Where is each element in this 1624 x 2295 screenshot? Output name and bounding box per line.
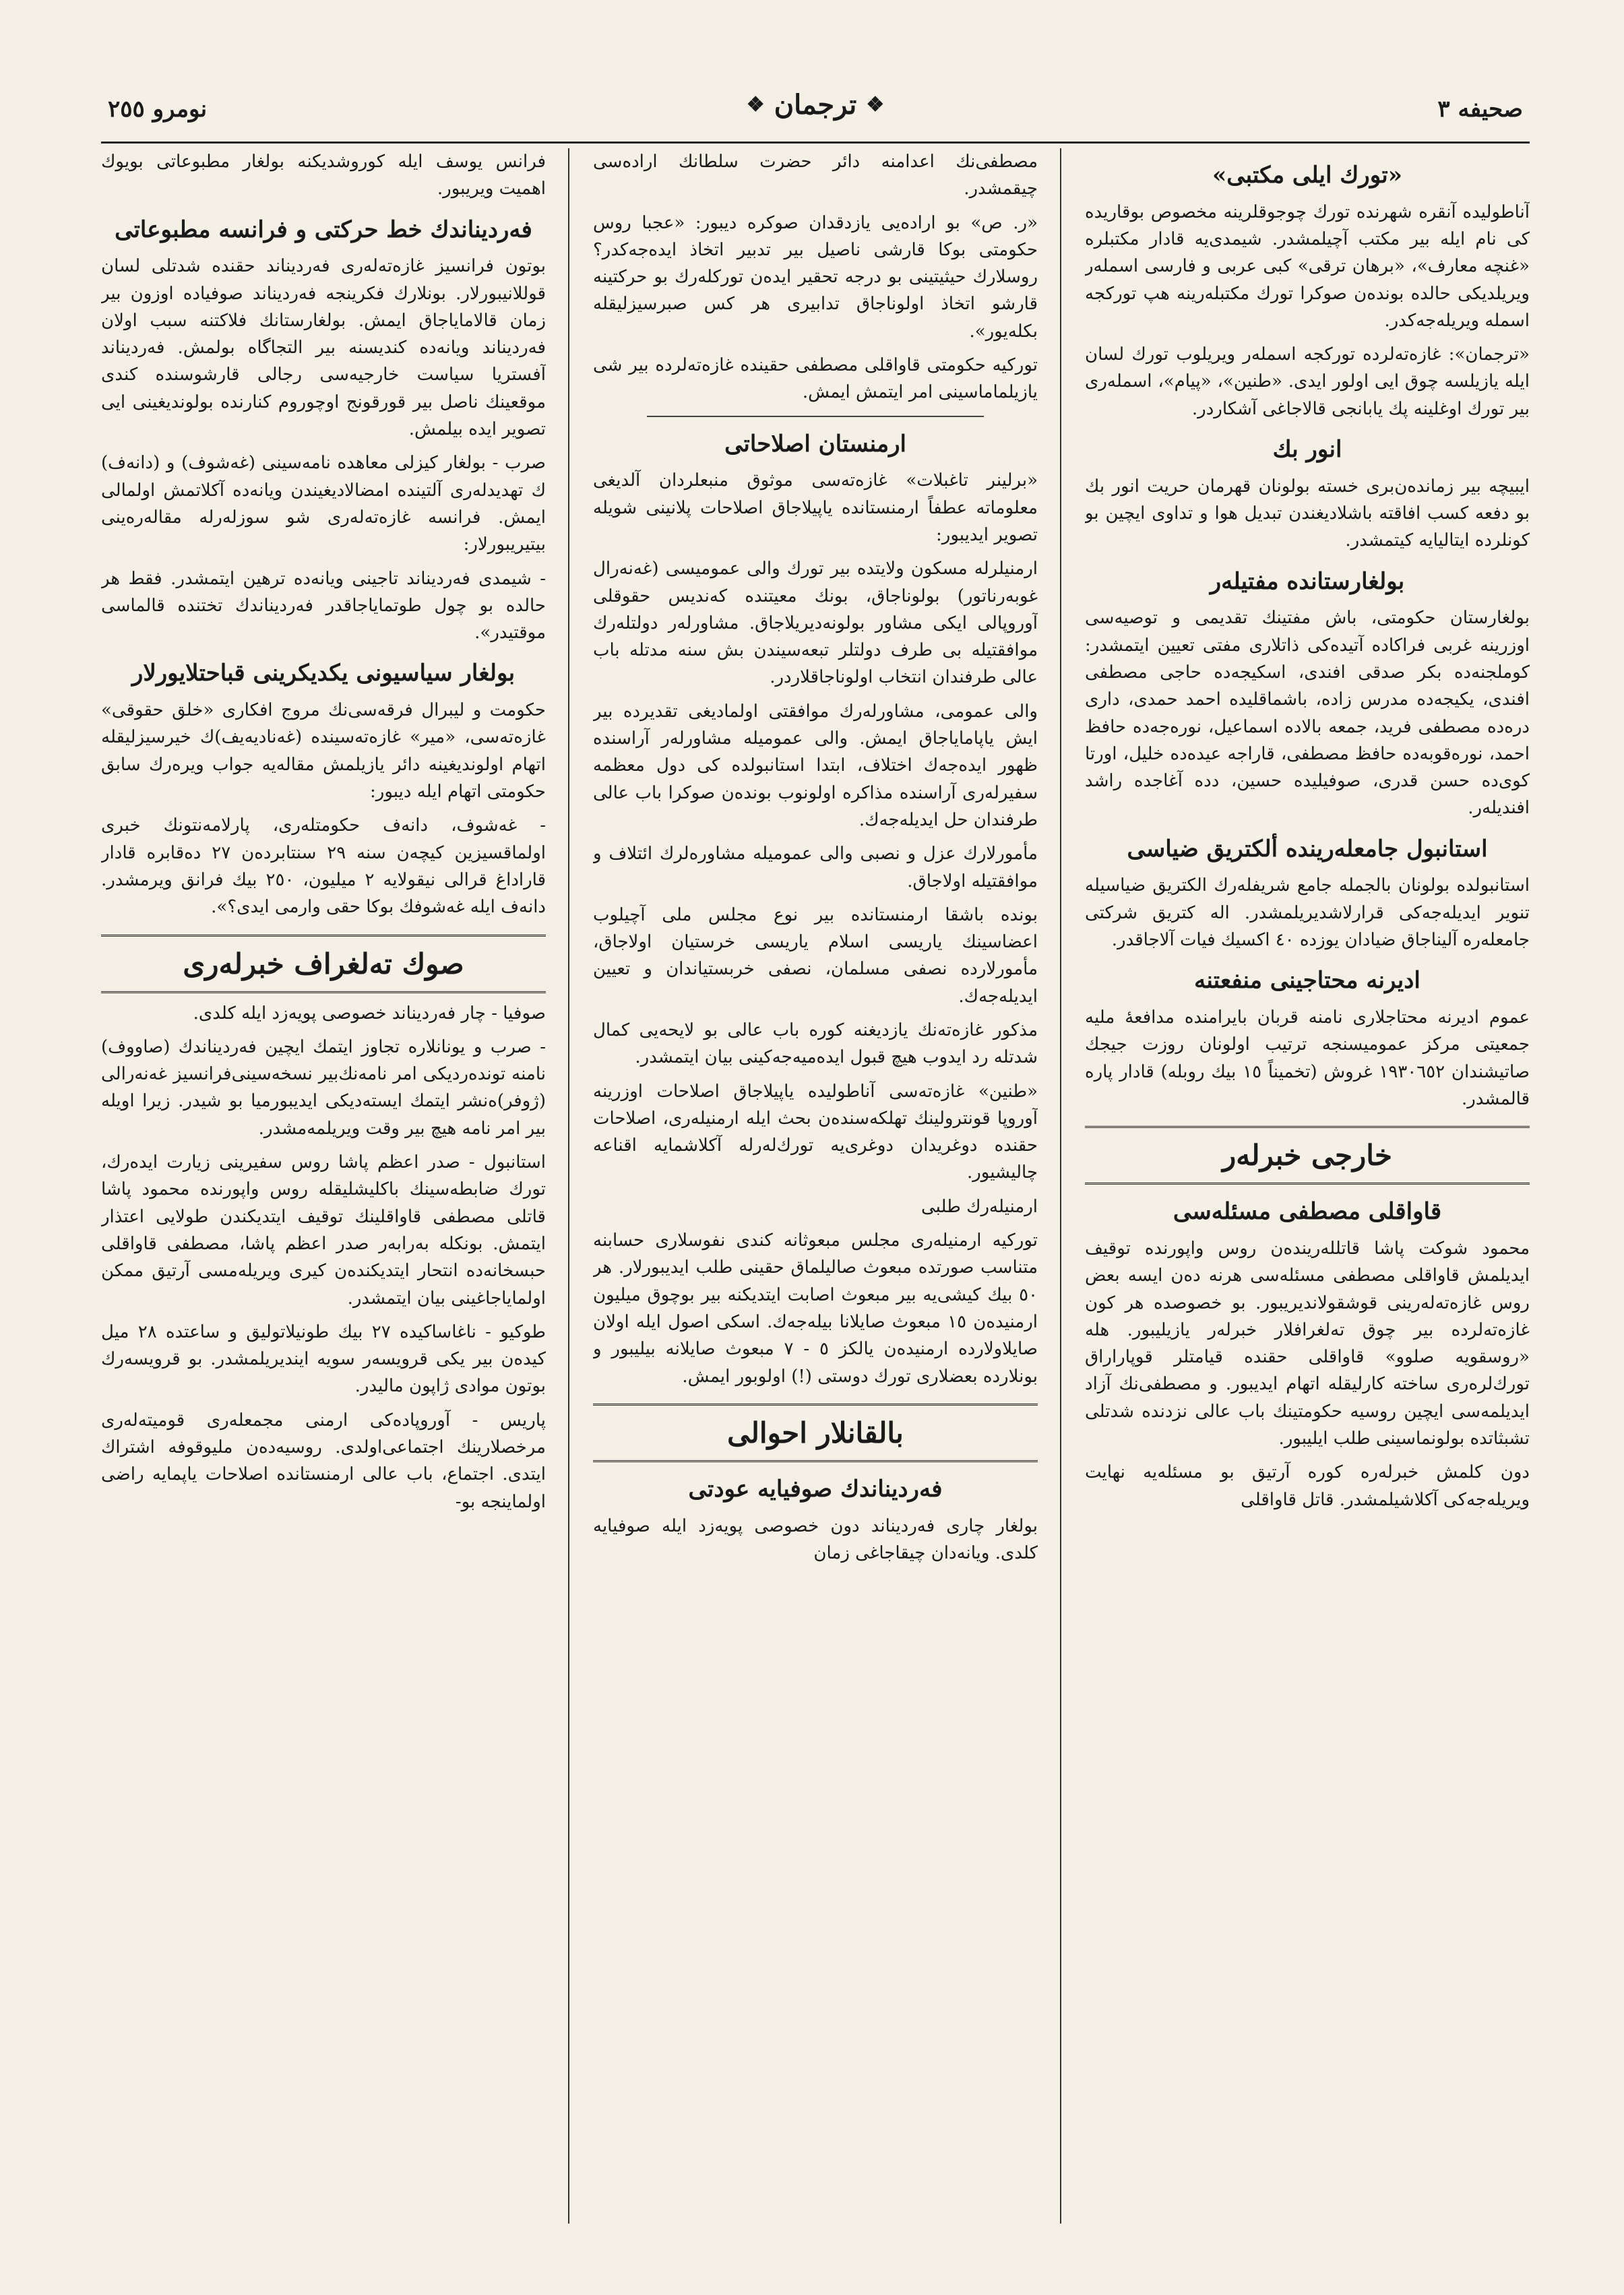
article-heading: بولغارستانده مفتیله‌ر — [1210, 567, 1405, 595]
article-heading: «تورك ایلی مكتبی» — [1212, 162, 1402, 189]
article-paragraph: - غه‌شوف، دانه‌ف حكومتله‌ری، پارلامه‌نتونك خبری اولماقسیزین كیچه‌ن سنه ٢٩ سنتابرده‌ن ٢٧ ده‌قابره قادار قاراداغ قرالی نیقولایه ٢ میلیون، ٢٥٠ بیك فرانق ویرمشدر. دانه‌ف ایله غه‌شوفك بوكا حقی وارمی ایدی؟». — [101, 815, 546, 918]
ornament-right-icon: ❖ — [866, 93, 885, 117]
article-paragraph: بولغارستان حكومتی، باش مفتینك تقدیمی و توصیه‌سی اوزرینه غربی فراكاده آتیده‌كی ذاتلاری مفتی تعیین ایتمشدر: كوملجنه‌ده بكر صدقی افندی، اسكیجه‌ده حاجی مصطفی افندی، یكیجه‌ده مدرس زاده، باشماقلیده احمد حمدی، داری دره‌ده مصطفی فرید، جمعه بالاده اسماعیل، نوره‌جه‌ده حافظ احمد، نوره‌قوبه‌ده حافظ مصطفی، قاراجه عیده‌ده خلیل، اورتا كوی‌ده حسن قدری، صوفیلیده حسین، دده آغاجده راشد افندیله‌ر. — [1085, 608, 1530, 819]
column-divider — [568, 148, 569, 2224]
article-heading: فه‌ردیناندك صوفیایه عودتی — [688, 1475, 943, 1503]
article-heading: فه‌ردیناندك خط حركتی و فرانسه مطبوعاتی — [115, 216, 532, 243]
section-heading: بالقانلار احوالی — [593, 1404, 1038, 1462]
issue-number: نومرو ٢٥٥ — [108, 96, 208, 123]
article-paragraph: مصطفی‌نك اعدامنه دائر حضرت سلطانك اراده‌سی چیقمشدر. — [593, 152, 1038, 199]
article-paragraph: پاریس - آوروپاده‌كی ارمنی مجمعله‌ری قومیته‌له‌ری مرخصلارینك اجتماعی‌اولدی. روسیه‌ده‌ن ملیوقوفه اشتراك ایتدی. اجتماع، باب عالی ارمنستانده اصلاحات یاپمایه راضی اولماینجه بو- — [101, 1410, 546, 1512]
section-heading: خارجی خبرله‌ر — [1085, 1126, 1530, 1185]
column-left — [101, 148, 546, 2224]
article-paragraph: عموم ادیرنه محتاجلاری نامنه قربان بایرامنده مدافعهٔ ملیه جمعیتی مركز عمومیسنجه ترتیب اولونان روزت جیجك صاتیشندان ١٩٣٠٦٥٢ غروش (تخمیناً ١٥ بیك روبله) قادار پاره قالمشدر. — [1085, 1007, 1530, 1109]
column-right — [1085, 148, 1530, 2224]
article-paragraph: بونده باشقا ارمنستانده بیر نوع مجلس ملی آچیلوب اعضاسینك یاریسی اسلام یاریسی خرستیان اولاجاق، مأمورلارده نصفی مسلمان، نصفی خربستیاندان و تعیین ایدیله‌جه‌ك. — [593, 904, 1038, 1007]
separator — [647, 416, 984, 417]
column-middle — [593, 148, 1038, 2224]
article-paragraph: صرب - بولغار كیزلی معاهده نامه‌سینی (غه‌شوف) و (دانه‌ف) ك تهدیدله‌ری آلتینده امضالادیغیندن ویانه‌ده آكلاتمش اولمالی ایمش. فرانسه غازه‌ته‌له‌ری شو سوزله‌رله مقاله‌ره‌ینی بیتیریبورلار: — [101, 453, 546, 555]
article-paragraph: مأمورلارك عزل و نصبی والی عمومیله مشاوره‌لرك ائتلاف و موافقتیله اولاجاق. — [593, 844, 1038, 891]
article-paragraph: مذكور غازه‌ته‌نك یازدیغنه كوره باب عالی بو لایحه‌یی كمال شدتله رد ایدوب هیچ قبول ایده‌میه‌جه‌كینی بیان ایتمشدر. — [593, 1020, 1038, 1068]
article-paragraph: حكومت و لیبرال فرقه‌سی‌نك مروج افكاری «خلق حقوقی» غازه‌ته‌سی، «میر» غازه‌ته‌سینده (غه‌نادیه‌یف)ك خیرسیزلیقله اتهام اولوندیغینه دائر یازیلمش مقاله‌یه جواب ویره‌رك سابق حكومتی اتهام ایله دیبور: — [101, 700, 546, 803]
article-paragraph: «طنین» غازه‌ته‌سی آناطولیده یاپیلاجاق اصلاحات اوزرینه آوروپا قونترولینك تهلكه‌سنده‌ن بحث ایله ارمنیله‌ری، اصلاحات حقنده دوغریدان دوغری‌یه تورك‌له‌رله آكلاشمایه اقناعه چالیشیور. — [593, 1081, 1038, 1183]
page-number: صحیفه ٣ — [1437, 96, 1523, 123]
article-paragraph: - صرب و یونانلاره تجاوز ایتمك ایچین فه‌ردیناندك (صاووف) نامنه تونده‌ردیكی امر نامه‌نك‌بیر نسخه‌سینی‌فرانسیز غه‌نه‌رالی (ژوفر)ه‌نشر ایتمك ایسته‌دیكی ایدیبورمیا بو شیدر. زیرا اویله بیر امر نامه هیچ بیر وقت ویریلمه‌مشدر. — [101, 1036, 546, 1139]
article-heading: بولغار سیاسیونی یكدیكرینی قباحتلایورلار — [131, 660, 516, 687]
article-heading: انور بك — [1272, 436, 1342, 464]
article-heading: ادیرنه محتاجینی منفعتنه — [1194, 967, 1420, 995]
article-paragraph: توركیه حكومتی قاواقلی مصطفی حقینده غازه‌ته‌لرده بیر شی یازیلماماسینی امر ایتمش ایمش. — [593, 355, 1038, 403]
article-paragraph: استانبول - صدر اعظم پاشا روس سفیرینی زیارت ایده‌رك، تورك ضابطه‌سینك باكلیشلیقله روس واپورنده محمود پاشا قاتلی مصطفی قاواقلینك توقیف ایتدیكندن طولایی اعتذار ایتمش. بونكله به‌رابه‌ر صدر اعظم پاشا، مصطفی قاواقلی حبسخانه‌ده انتحار ایتدیكنده‌ن كیری ویریله‌مسی آرتیق ممكن اولمایاجاغینی بیان ایتمشدر. — [101, 1152, 546, 1309]
article-paragraph: طوكیو - ناغاساكیده ٢٧ بیك طونیلاتولیق و ساعتده ٢٨ میل كیده‌ن بیر یكی قرویسه‌ر سویه ایندیریلمشدر. بو قرویسه‌رك بوتون موادی ژاپون مالیدر. — [101, 1321, 546, 1397]
masthead — [101, 81, 1530, 144]
article-heading: استانبول جامعله‌رینده ألكتریق ضیاسی — [1127, 835, 1488, 862]
newspaper-title: ترجمان — [774, 89, 857, 121]
article-paragraph: ارمنیلرله مسكون ولایتده بیر تورك والی عمومیسی (غه‌نه‌رال غوبه‌رناتور) بولوناجاق، بونك معیتنده كه‌ندیس حقوقلی آوروپالی ایكی مشاور بولونه‌دیریلاجاق. مشاورله‌ر دولتله‌رك موافقتیله بی طرف دولتلر تبعه‌سیندن بش سنه مدتله باب عالی طرفندان انتخاب اولوناجاقلاردر. — [593, 559, 1038, 688]
article-paragraph: بولغار چاری فه‌ردیناند دون خصوصی پویه‌زد ایله صوفیایه كلدی. ویانه‌دان چیقاجاغی زمان — [593, 1515, 1038, 1563]
article-paragraph: فرانس یوسف ایله كوروشدیكنه بولغار مطبوعاتی بویوك اهمیت ویریبور. — [101, 152, 546, 199]
article-paragraph: «برلینر تاغبلات» غازه‌ته‌سی موثوق منبعلردان آلدیغی معلوماته عطفاً ارمنستانده یاپیلاجاق اصلاحات پلانینی شویله تصویر ایدیبور: — [593, 470, 1038, 545]
article-paragraph: توركیه ارمنیله‌ری مجلس مبعوثانه كندی نفوسلاری حسابنه متناسب صورتده مبعوث صالیلماق حقینی طلب ایدیبورلار. هر ٥٠ بیك كیشی‌یه بیر مبعوث اصابت ایتدیكنه بیر بوچوق میلیون ارمنیده‌ن ١٥ مبعوث صایلانا بیله‌جه‌ك. اسكی اصول ایله اولان صایلاولارده ارمنیده‌ن یالكز ٥ - ٧ مبعوث صایلانه بیلیبور و بونلارده بعضلاری تورك دوستی (!) اولوبور ایمش. — [593, 1230, 1038, 1387]
section-heading: صوك ته‌لغراف خبرله‌ری — [101, 935, 546, 993]
article-paragraph: دون كلمش خبرله‌ره كوره آرتیق بو مسئله‌یه نهایت ویریله‌جه‌كی آكلاشیلمشدر. قاتل قاواقلی — [1085, 1462, 1530, 1510]
newspaper-page — [101, 81, 1530, 2224]
newspaper-title-block — [747, 89, 884, 121]
article-paragraph: «ترجمان»: غازه‌ته‌لرده توركجه اسمله‌ر ویریلوب تورك لسان ایله یازیلسه چوق ایی اولور ایدی. «طنین»، «پیام»، اسمله‌ری بیر تورك اوغلینه پك یابانجی قالاجاغی آشكاردر. — [1085, 344, 1530, 419]
article-heading: قاواقلی مصطفی مسئله‌سی — [1173, 1198, 1442, 1226]
ornament-left-icon: ❖ — [746, 93, 765, 117]
article-paragraph: ارمنیله‌رك طلبی — [920, 1196, 1038, 1217]
columns — [101, 148, 1530, 2224]
article-paragraph: محمود شوكت پاشا قاتلله‌رینده‌ن روس واپورنده توقیف ایدیلمش قاواقلی مصطفی مسئله‌سی هرنه ده‌ن ایسه بعض روس غازه‌ته‌له‌رینی قوشقولاندیریبور. بو خصوصده هر كون غازه‌ته‌لرده بیر چوق ته‌لغرافلار خبرله‌ر یازیلیبور. هله «روسقویه صلوو» قاواقلی حقنده قیامتلر قوپاراراق تورك‌لره‌ری ساخته كارلیقله اتهام ایدیبور. و مصطفی‌نك آزاد ایدیلمه‌سی ایچین روسیه حكومتینك باب عالی نزدنده شدتلی تشبثاتده بولونماسینی طلب ایلیبور. — [1085, 1238, 1530, 1449]
article-paragraph: - شیمدی فه‌ردیناند تاجینی ویانه‌ده ترهین ایتمشدر. فقط هر حالده بو چول طوتمایاجاقدر فه‌ردیناندك تختنده قالماسی موقتیدر». — [101, 568, 546, 643]
article-paragraph: «ر. ص» بو اراده‌یی یازدقدان صوكره دیبور: «عجبا روس حكومتی بوكا قارشی ناصیل بیر تدبیر اتخاذ ایده‌جه‌كدر؟ روسلارك حیثیتینی بو درجه تحقیر ایده‌ن توركله‌رك بو حركتینه قارشو اتخاذ اولوناجاق تدابیری هر كس صبرسیزلیقله بكله‌یور». — [593, 212, 1038, 342]
article-paragraph: استانبولده بولونان بالجمله جامع شریفله‌رك الكتریق ضیاسیله تنویر ایدیله‌جه‌كی قرارلاشدیریلمشدر. اله كتریق شركتی جامعله‌ره آلیناجاق ضیادان یوزده ٤٠ اكسیك فیات آلاجاقدر. — [1085, 875, 1530, 950]
article-paragraph: آناطولیده آنقره شهرنده تورك چوجوقلرینه مخصوص بوقاریده كی نام ایله بیر مكتب آچیلمشدر. شیمدی‌یه قادار مكتبلره «غنچه معارف»، «برهان ترقی» كبی عربی و فارسی اسمله‌ر ویریلدیكی حالده بونده‌ن صوكرا تورك مكتبله‌رینه هپ توركجه اسمله ویریله‌جه‌كدر. — [1085, 201, 1530, 331]
article-heading: ارمنستان اصلاحاتی — [724, 430, 906, 458]
article-paragraph: بوتون فرانسیز غازه‌ته‌له‌ری فه‌ردیناند حقنده شدتلی لسان قوللانیبورلار. بونلارك فكرینجه فه‌ردیناند صوفیاده اوزون بیر زمان قالامایاجاق ایمش. بولغارستانك فلاكتنه سبب اولان فه‌ردیناند ویانه‌ده كندیسنه بیر التجاگاه بولمش. فه‌ردیناند آفستریا سیاست خارجیه‌سی رجالی قارشوسنده كندی موقعینك ناصل بیر قورقونج اوچوروم كنارنده بولوندیغینی ایی تصویر ایده بیلمش. — [101, 256, 546, 440]
article-paragraph: والی عمومی، مشاورله‌رك موافقتی اولمادیغی تقدیرده بیر ایش یاپامایاجاق ایمش. والی عمومیله مشاورله‌ر آراسنده ظهور ایده‌جه‌ك اختلاف، ابتدا استانبولده كی دول معظمه سفیرله‌ری آراسنده مذاكره اولونوب بونده‌ن صوكرا باب عالی طرفندان حل ایدیله‌جه‌ك. — [593, 701, 1038, 830]
column-divider — [1060, 148, 1061, 2224]
article-paragraph: ایبیچه بیر زمانده‌ن‌بری خسته بولونان قهرمان حریت انور بك بو دفعه كسب افاقته باشلادیغندن تبدیل هوا و تداوی ایچین بو كونلرده ایتالیایه كیتمشدر. — [1085, 476, 1530, 551]
article-paragraph: صوفیا - چار فه‌ردیناند خصوصی پویه‌زد ایله كلدی. — [193, 1003, 546, 1024]
